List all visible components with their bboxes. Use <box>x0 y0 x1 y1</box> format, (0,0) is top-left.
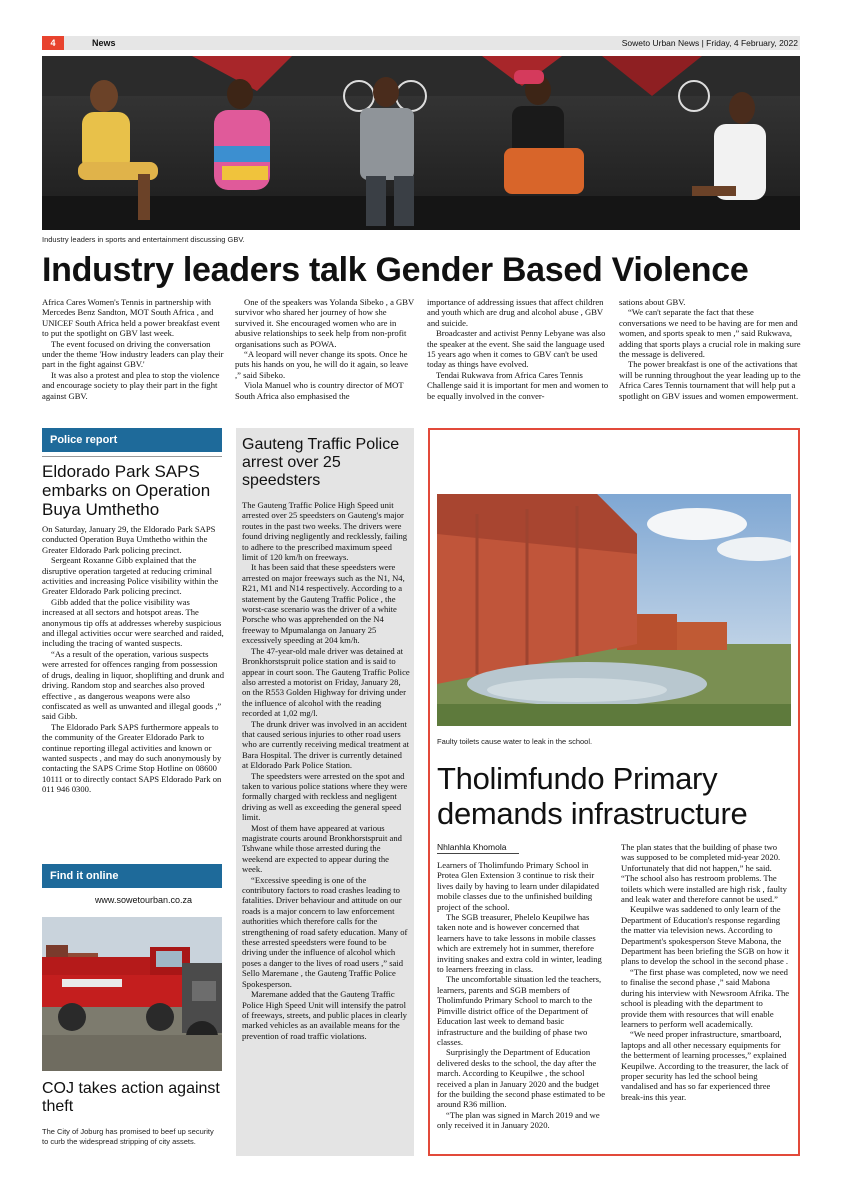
paragraph: It was also a protest and plea to stop the violence and encourage society to play their part in the fight against GBV. <box>42 369 220 401</box>
school-photo <box>437 494 791 726</box>
paragraph: “The first phase was completed, now we need to finalise the second phase ,” said Mabona during his interview with Newsroom Afrika. The school is pleading with the department to provide them with resources that will enable learners to perform well academically. <box>621 966 790 1029</box>
tholimfundo-col-2 <box>621 842 791 1102</box>
page-number: 4 <box>42 36 64 50</box>
paragraph: “As a result of the operation, various suspects were arrested for offences ranging from possession of drugs, dealing in liquor, shoplifting and drunk and driving. Random stop and searches also proved effective , as dangerous weapons were also confiscated as well as unwanted and illegal goods ,” said Gibb. <box>42 648 225 722</box>
gauteng-traffic-body <box>242 500 410 1041</box>
paragraph: “Excessive speeding is one of the contributory factors to road crashes leading to fatalities. Driver behaviour and attitude on our roads is a major concern to law enforcement authorities which therefore calls for the strengthening of road safety education. Many of these arrested speedsters were found to be driving under the influence of alcohol which poses a danger to the lives of road users ,” said Sello Maremane , the Gauteng Traffic Police Spokesperson. <box>242 874 408 989</box>
paragraph: Viola Manuel who is country director of MOT South Africa also emphasised the <box>235 380 404 401</box>
paragraph: Most of them have appeared at various magistrate courts around Bronkhorstspruit and Tshwane while those arrested during the weekend are expected to appear during the week. <box>242 822 402 875</box>
paragraph: importance of addressing issues that affect children and youth which are drug and alcohol abuse , GBV and suicide. <box>427 297 604 328</box>
byline-divider <box>437 853 519 854</box>
main-story-col-1 <box>42 297 224 401</box>
paragraph: Surprisingly the Department of Education delivered desks to the school, the day after the march. According to Keupilwe , the school received a plan in January 2020 and the budget for the building the second phase estimated to be around R36 million. <box>437 1047 606 1110</box>
paragraph: One of the speakers was Yolanda Sibeko , a GBV survivor who shared her journey of how she survived it. She encouraged women who are in abusive relationships to seek help from non-profit organisations such as POWA. <box>235 297 415 349</box>
paragraph: The Eldorado Park SAPS furthermore appeals to the community of the Greater Eldorado Park to continue reporting illegal activities and known or wanted suspects , and may do such anonymously by contacting the SAPS Crime Stop Hotline on 08600 10111 or to directly contact SAPS Eldorado Park on 011 946 0300. <box>42 721 222 795</box>
main-story-col-2 <box>235 297 415 401</box>
dateline: Soweto Urban News | Friday, 4 February, 2022 <box>621 38 798 48</box>
police-report-label: Police report <box>42 428 222 452</box>
paragraph: Africa Cares Women's Tennis in partnership with Mercedes Benz Sandton, MOT South Africa , and UNICEF South Africa held a power breakfast event to put the spotlight on GBV last week. <box>42 297 220 339</box>
paragraph: “A leopard will never change its spots. Once he puts his hands on you, he will do it again, so leave ,” said Sibeko. <box>235 349 409 380</box>
paragraph: Broadcaster and activist Penny Lebyane was also the speaker at the event. She said the language used 15 years ago when it comes to GBV can't be used today as things have evolved. <box>427 328 606 370</box>
main-story-col-3 <box>427 297 609 401</box>
paragraph: “The plan was signed in March 2019 and we only received it in January 2020. <box>437 1109 600 1131</box>
paragraph: The Gauteng Traffic Police High Speed unit arrested over 25 speedsters on Gauteng's major routes in the past two weeks. The drivers were found driving negligently and recklessly, failing to adhere to the prescribed maximum speed limit of 120 km/h on freeways. <box>242 500 408 563</box>
hero-caption: Industry leaders in sports and entertainment discussing GBV. <box>42 235 245 244</box>
tholimfundo-col-1 <box>437 860 605 1131</box>
divider <box>42 456 222 457</box>
police-report-headline: Eldorado Park SAPS embarks on Operation Buya Umthetho <box>42 462 211 519</box>
paragraph: The 47-year-old male driver was detained at Bronkhorstspruit police station and is said to appear in court soon. The Gauteng Traffic Police also arrested a motorist on Friday, January 28, on the R553 Golden Highway for driving under the influence of alcohol with the reading recorded at 1,02 mg/l. <box>242 645 410 719</box>
find-online-label: Find it online <box>42 864 222 888</box>
paragraph: The plan states that the building of phase two was supposed to be completed mid-year 2020. Unfortunately that did not happen,” he said. “The school also has restroom problems. The toilets which were installed are high risk , faulty and leak water and therefore cannot be used.” <box>621 842 787 905</box>
paragraph: Sergeant Roxanne Gibb explained that the disruptive operation targeted at reducing criminal activities and increasing Police visibility within the Greater Eldorado Park policing precinct. <box>42 555 219 597</box>
paragraph: The uncomfortable situation led the teachers, learners, parents and SGB members of Tholimfundo Primary School to march to the Pimville district office of the Department of Education last week to demand basic infrastructure and the building of phase two classes. <box>437 974 602 1047</box>
paragraph: The speedsters were arrested on the spot and taken to various police stations where they were formally charged with reckless and negligent driving as well as exceeding the general speed limit. <box>242 770 408 823</box>
main-story-col-4 <box>619 297 801 401</box>
coj-headline: COJ takes action against theft <box>42 1080 220 1115</box>
paragraph: It has been said that these speedsters were arrested on major freeways such as the N1, N4, R21, M1 and N14 respectively. According to a statement by the Gauteng Traffic Police , the worst-case scenario was the driver of a white Porsche who was apprehended on the N4 freeway to Mpumalanga on January 25 excessively speeding at 204 km/h. <box>242 562 405 646</box>
tholimfundo-headline: Tholimfundo Primary demands infrastructure <box>437 761 748 831</box>
byline: Nhlanhla Khomola <box>437 842 507 852</box>
paragraph: Maremane added that the Gauteng Traffic Police High Speed Unit will intensify the patrol of freeways, streets, and public places in clearly marked vehicles as an available means for the prevention of road traffic violations. <box>242 989 407 1041</box>
paragraph: “We need proper infrastructure, smartboard, laptops and all other necessary equipments for the betterment of learning processes,” explained Keupilwe. According to the treasurer, the lack of proper security has led the school being vandalised and has so far experienced three break-ins this year. <box>621 1029 789 1102</box>
website-link[interactable]: www.sowetourban.co.za <box>94 895 192 905</box>
paragraph: The power breakfast is one of the activations that will be running throughout the year leading up to the Africa Cares Tennis tournament that will help put a spotlight on GBV issues and women empowerment. <box>619 359 801 401</box>
school-illustration <box>437 494 791 726</box>
paragraph: Keupilwe was saddened to only learn of the Department of Education's response regarding the matter via television news. According to Department's spokesperson Steve Mabona, the Department has been briefing the SGB on how it plans to develop the school in the second phase . <box>621 904 790 967</box>
fire-truck-illustration <box>42 917 222 1071</box>
coj-caption: The City of Joburg has promised to beef up security to curb the widespread stripping of city assets. <box>42 1127 214 1146</box>
gauteng-traffic-headline: Gauteng Traffic Police arrest over 25 speedsters <box>242 436 400 489</box>
paragraph: The SGB treasurer, Phelelo Keupilwe has taken note and is however concerned that learners have to take lessons in mobile classes which are extremely hot in summer, therefore inviting snakes and extra cold in winter, leading to learners freezing in class. <box>437 912 602 975</box>
paragraph: sations about GBV. <box>619 297 686 307</box>
school-photo-caption: Faulty toilets cause water to leak in the school. <box>437 737 593 746</box>
main-headline: Industry leaders talk Gender Based Violence <box>42 251 749 289</box>
paragraph: The drunk driver was involved in an accident that caused serious injuries to other road users who are currently receiving medical treatment at Bara Hospital. The driver is currently detained at Eldorado Park Police Station. <box>242 718 410 771</box>
hero-photo <box>42 56 800 230</box>
paragraph: Gibb added that the police visibility was increased at all sectors and hotspot areas. The anonymous tip offs at addresses whereby suspicious and illegal activities occur were searched and raided, including the tracing of wanted suspects. <box>42 596 224 649</box>
police-report-body <box>42 524 224 795</box>
paragraph: The event focused on driving the conversation under the theme 'How industry leaders can play their part in the fight against GBV.' <box>42 338 224 370</box>
section-label: News <box>92 38 116 48</box>
paragraph: Tendai Rukwava from Africa Cares Tennis Challenge said it is important for men and women to be equally involved in the conver- <box>427 369 609 401</box>
hero-photo-illustration <box>42 56 800 230</box>
paragraph: Learners of Tholimfundo Primary School in Protea Glen Extension 3 continue to risk their lives daily by having to learn under dilapidated mobile classes due to the unfinished building project of the school. <box>437 860 600 912</box>
paragraph: “We can't separate the fact that these conversations we need to be having are for men and women, and sports speak to men ,” said Rukwava, adding that sports plays a crucial role in making sure the message is delivered. <box>619 307 801 360</box>
paragraph: On Saturday, January 29, the Eldorado Park SAPS conducted Operation Buya Umthetho within the Greater Eldorado Park policing precinct. <box>42 524 216 555</box>
fire-truck-photo <box>42 917 222 1071</box>
